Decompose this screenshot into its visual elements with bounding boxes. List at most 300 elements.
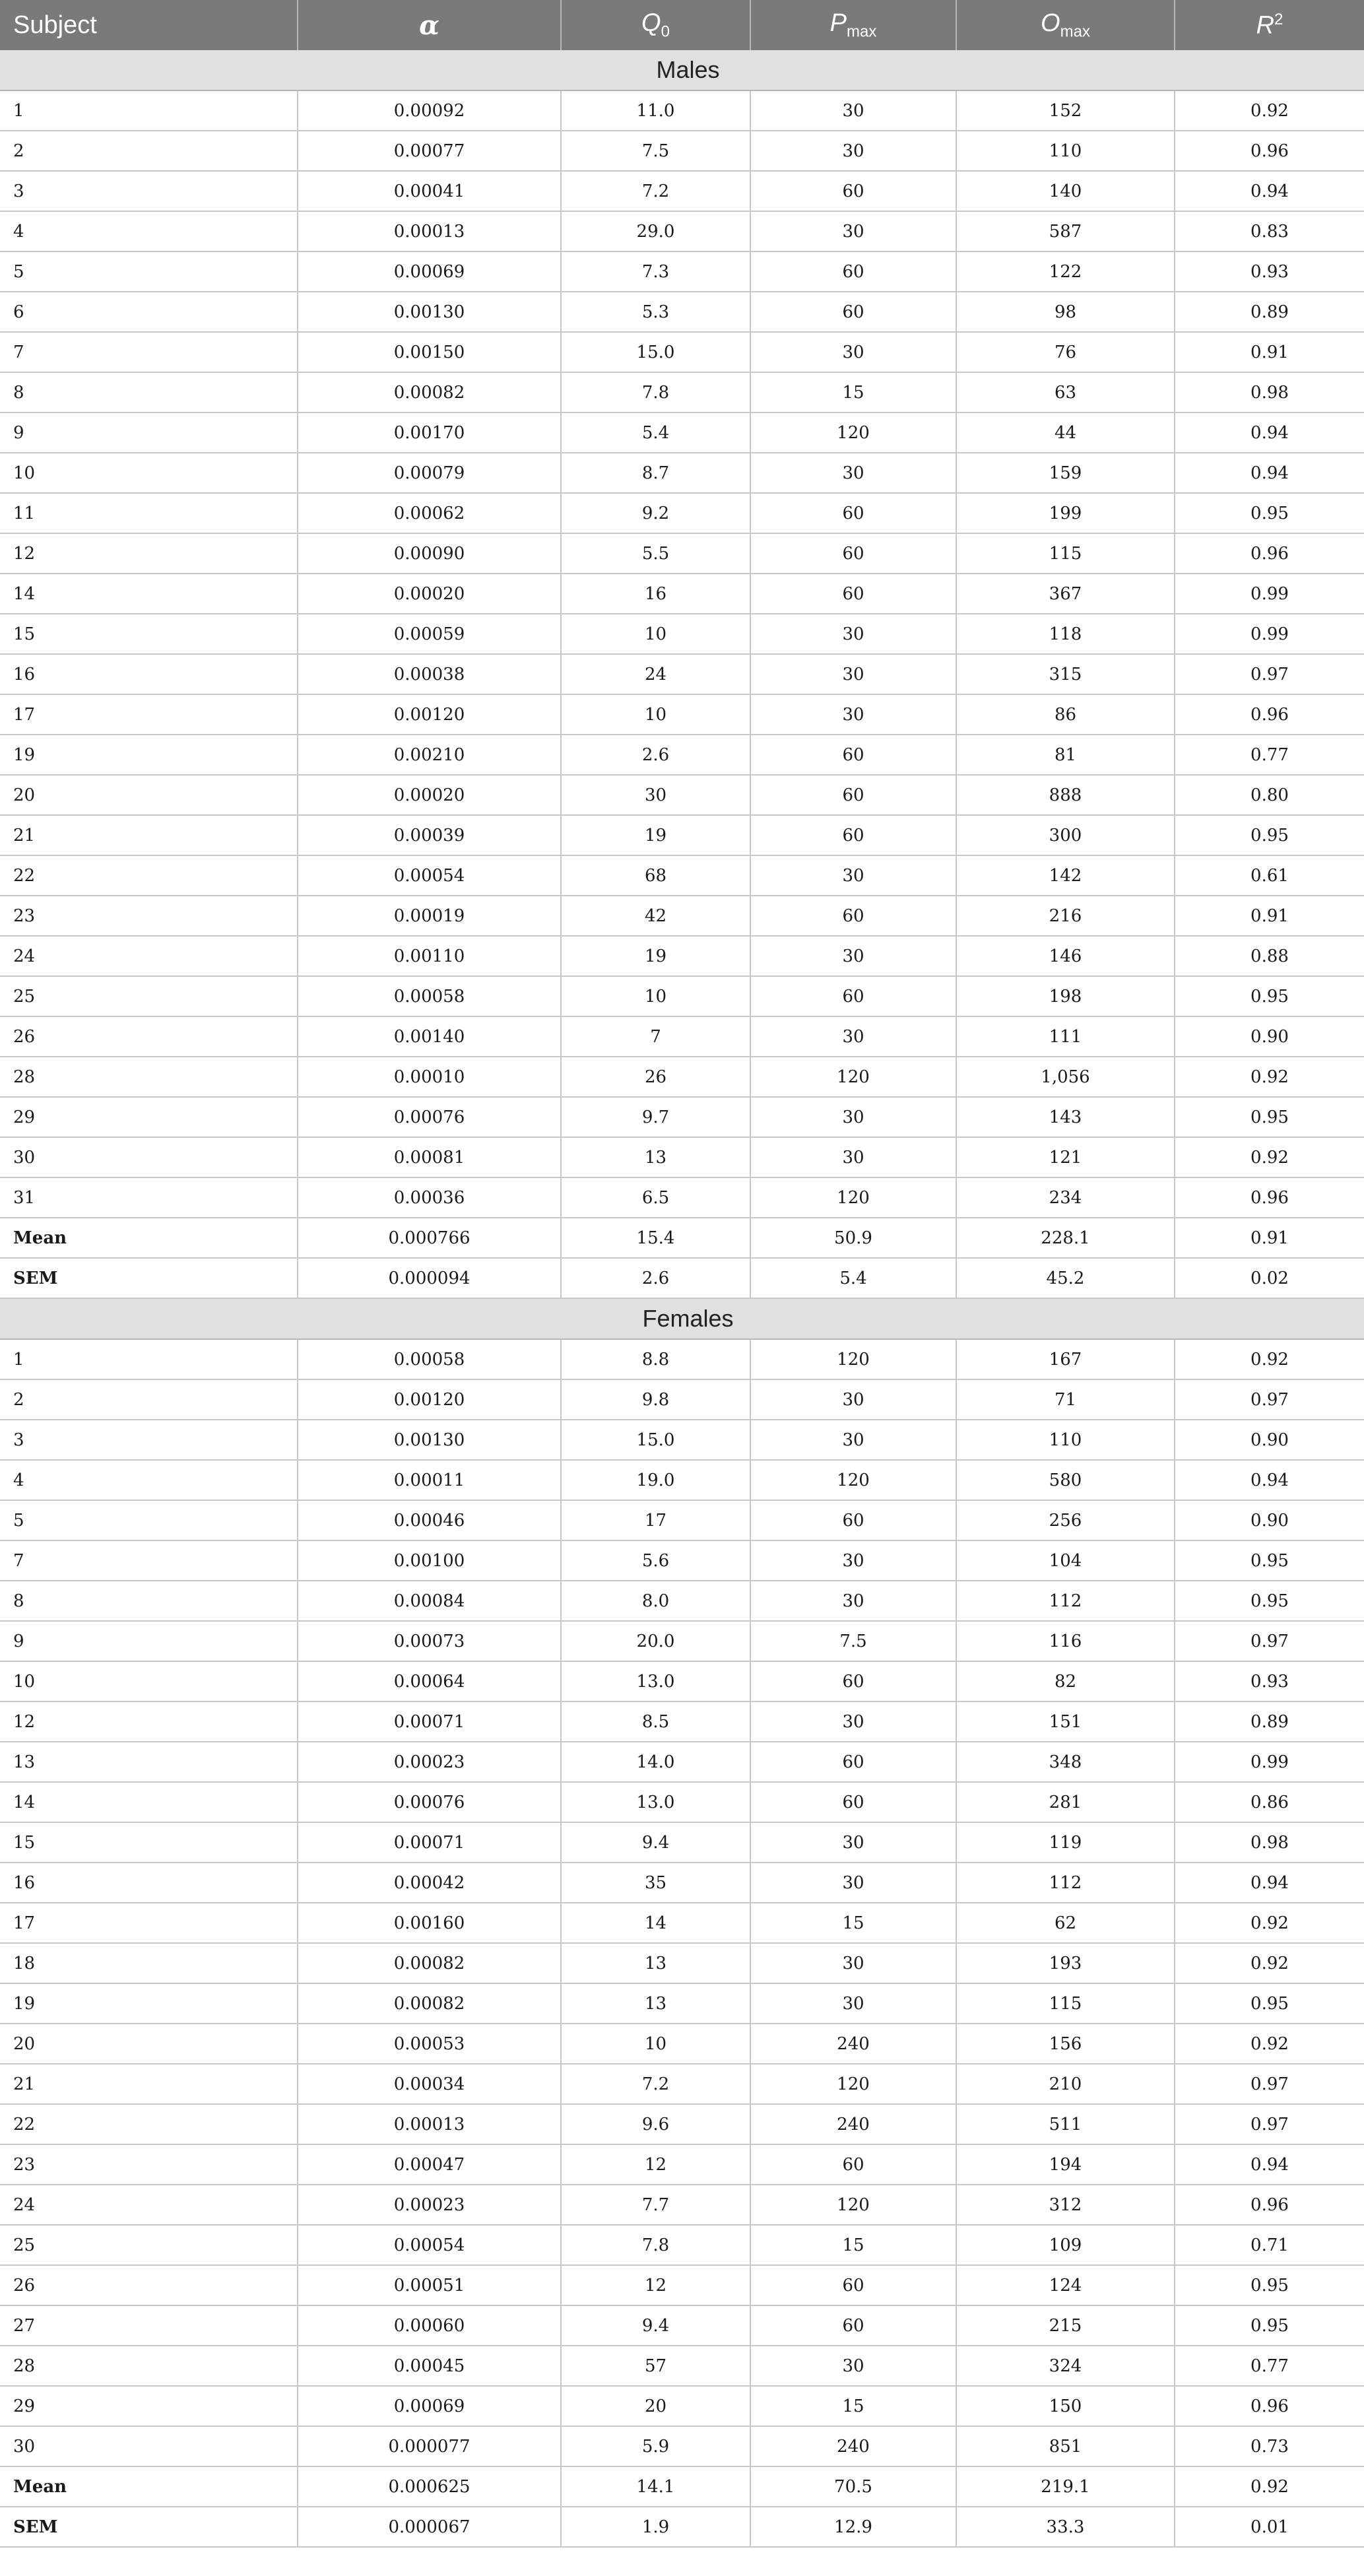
cell-q0: 8.0 — [561, 1581, 750, 1621]
cell-omax: 76 — [956, 332, 1175, 372]
cell-r2: 0.71 — [1175, 2225, 1364, 2265]
cell-r2: 0.90 — [1175, 1016, 1364, 1057]
cell-q0: 2.6 — [561, 735, 750, 775]
cell-subject: 25 — [0, 2225, 298, 2265]
cell-subject: 9 — [0, 413, 298, 453]
cell-pmax: 30 — [750, 211, 956, 251]
cell-subject: Mean — [0, 2466, 298, 2507]
cell-alpha: 0.00059 — [298, 614, 561, 654]
cell-r2: 0.95 — [1175, 493, 1364, 533]
cell-omax: 312 — [956, 2185, 1175, 2225]
cell-pmax: 60 — [750, 1661, 956, 1701]
cell-subject: 11 — [0, 493, 298, 533]
cell-alpha: 0.000094 — [298, 1258, 561, 1298]
cell-q0: 7.5 — [561, 131, 750, 171]
cell-subject: 31 — [0, 1177, 298, 1218]
table-row — [0, 1903, 1364, 1943]
section-label: Males — [0, 50, 1364, 90]
cell-r2: 0.91 — [1175, 896, 1364, 936]
cell-q0: 7.7 — [561, 2185, 750, 2225]
cell-pmax: 60 — [750, 2305, 956, 2346]
cell-subject: 28 — [0, 1057, 298, 1097]
cell-q0: 14.0 — [561, 1742, 750, 1782]
summary-row — [0, 1258, 1364, 1298]
cell-alpha: 0.00076 — [298, 1782, 561, 1822]
cell-omax: 256 — [956, 1500, 1175, 1540]
cell-pmax: 30 — [750, 654, 956, 694]
cell-q0: 19.0 — [561, 1460, 750, 1500]
cell-pmax: 30 — [750, 1983, 956, 2024]
cell-r2: 0.95 — [1175, 815, 1364, 855]
header-omax: $O_{max}$ — [956, 0, 1175, 50]
table-row — [0, 654, 1364, 694]
cell-omax: 228.1 — [956, 1218, 1175, 1258]
cell-q0: 10 — [561, 614, 750, 654]
cell-omax: 851 — [956, 2426, 1175, 2466]
section-label: Females — [0, 1298, 1364, 1339]
cell-pmax: 240 — [750, 2426, 956, 2466]
cell-pmax: 60 — [750, 1782, 956, 1822]
cell-q0: 5.4 — [561, 413, 750, 453]
cell-r2: 0.92 — [1175, 1057, 1364, 1097]
cell-pmax: 12.9 — [750, 2507, 956, 2547]
cell-q0: 7 — [561, 1016, 750, 1057]
table-row — [0, 1460, 1364, 1500]
cell-subject: 19 — [0, 1983, 298, 2024]
cell-pmax: 30 — [750, 1822, 956, 1863]
cell-r2: 0.99 — [1175, 574, 1364, 614]
header-subject: Subject — [0, 0, 298, 50]
table-row — [0, 2305, 1364, 2346]
cell-r2: 0.96 — [1175, 131, 1364, 171]
cell-q0: 5.9 — [561, 2426, 750, 2466]
cell-r2: 0.92 — [1175, 2024, 1364, 2064]
cell-omax: 63 — [956, 372, 1175, 413]
cell-alpha: 0.00064 — [298, 1661, 561, 1701]
cell-omax: 348 — [956, 1742, 1175, 1782]
cell-q0: 17 — [561, 1500, 750, 1540]
cell-r2: 0.01 — [1175, 2507, 1364, 2547]
cell-alpha: 0.00023 — [298, 1742, 561, 1782]
cell-alpha: 0.00042 — [298, 1863, 561, 1903]
cell-subject: 4 — [0, 1460, 298, 1500]
cell-subject: 3 — [0, 1420, 298, 1460]
cell-subject: 16 — [0, 1863, 298, 1903]
cell-q0: 13 — [561, 1983, 750, 2024]
cell-r2: 0.93 — [1175, 251, 1364, 292]
table-row — [0, 2104, 1364, 2144]
cell-alpha: 0.000077 — [298, 2426, 561, 2466]
cell-q0: 10 — [561, 2024, 750, 2064]
cell-r2: 0.80 — [1175, 775, 1364, 815]
table-row — [0, 211, 1364, 251]
cell-omax: 580 — [956, 1460, 1175, 1500]
cell-r2: 0.96 — [1175, 533, 1364, 574]
cell-subject: 12 — [0, 1701, 298, 1742]
cell-subject: 29 — [0, 1097, 298, 1137]
table-row — [0, 1420, 1364, 1460]
cell-r2: 0.92 — [1175, 1943, 1364, 1983]
cell-alpha: 0.00062 — [298, 493, 561, 533]
cell-omax: 315 — [956, 654, 1175, 694]
cell-r2: 0.90 — [1175, 1420, 1364, 1460]
cell-alpha: 0.00082 — [298, 1983, 561, 2024]
cell-pmax: 15 — [750, 2386, 956, 2426]
cell-q0: 8.5 — [561, 1701, 750, 1742]
cell-subject: 15 — [0, 1822, 298, 1863]
cell-alpha: 0.00069 — [298, 2386, 561, 2426]
cell-pmax: 120 — [750, 2064, 956, 2104]
table-row — [0, 2386, 1364, 2426]
cell-r2: 0.89 — [1175, 1701, 1364, 1742]
table-row — [0, 372, 1364, 413]
section-row — [0, 1298, 1364, 1339]
cell-subject: 9 — [0, 1621, 298, 1661]
cell-omax: 143 — [956, 1097, 1175, 1137]
cell-omax: 198 — [956, 976, 1175, 1016]
cell-alpha: 0.00150 — [298, 332, 561, 372]
cell-omax: 888 — [956, 775, 1175, 815]
cell-alpha: 0.00036 — [298, 1177, 561, 1218]
cell-omax: 124 — [956, 2265, 1175, 2305]
table-row — [0, 1016, 1364, 1057]
cell-subject: 17 — [0, 1903, 298, 1943]
cell-alpha: 0.00120 — [298, 1379, 561, 1420]
cell-pmax: 30 — [750, 1097, 956, 1137]
cell-q0: 20.0 — [561, 1621, 750, 1661]
table-row — [0, 1177, 1364, 1218]
table-row — [0, 493, 1364, 533]
cell-r2: 0.94 — [1175, 1863, 1364, 1903]
cell-pmax: 30 — [750, 2346, 956, 2386]
cell-q0: 9.8 — [561, 1379, 750, 1420]
cell-q0: 1.9 — [561, 2507, 750, 2547]
table-row — [0, 251, 1364, 292]
table-row — [0, 453, 1364, 493]
table-row — [0, 1339, 1364, 1379]
cell-subject: 14 — [0, 1782, 298, 1822]
cell-pmax: 120 — [750, 1339, 956, 1379]
cell-r2: 0.94 — [1175, 413, 1364, 453]
table-row — [0, 1379, 1364, 1420]
table-row — [0, 2265, 1364, 2305]
cell-omax: 109 — [956, 2225, 1175, 2265]
cell-omax: 110 — [956, 131, 1175, 171]
cell-r2: 0.83 — [1175, 211, 1364, 251]
table-row — [0, 1097, 1364, 1137]
cell-alpha: 0.00110 — [298, 936, 561, 976]
cell-q0: 14 — [561, 1903, 750, 1943]
cell-r2: 0.86 — [1175, 1782, 1364, 1822]
cell-pmax: 70.5 — [750, 2466, 956, 2507]
cell-q0: 30 — [561, 775, 750, 815]
cell-q0: 26 — [561, 1057, 750, 1097]
cell-subject: 7 — [0, 332, 298, 372]
cell-subject: 14 — [0, 574, 298, 614]
cell-q0: 7.2 — [561, 171, 750, 211]
cell-omax: 210 — [956, 2064, 1175, 2104]
cell-r2: 0.98 — [1175, 1822, 1364, 1863]
cell-pmax: 60 — [750, 574, 956, 614]
header-pmax: $P_{max}$ — [750, 0, 956, 50]
table-row — [0, 2426, 1364, 2466]
cell-alpha: 0.00023 — [298, 2185, 561, 2225]
cell-pmax: 30 — [750, 1581, 956, 1621]
cell-alpha: 0.00020 — [298, 775, 561, 815]
table-body — [0, 50, 1364, 2547]
cell-subject: 23 — [0, 2144, 298, 2185]
cell-pmax: 30 — [750, 855, 956, 896]
cell-omax: 146 — [956, 936, 1175, 976]
cell-subject: 19 — [0, 735, 298, 775]
cell-subject: 21 — [0, 2064, 298, 2104]
cell-omax: 33.3 — [956, 2507, 1175, 2547]
table-row — [0, 1943, 1364, 1983]
table-row — [0, 2225, 1364, 2265]
cell-pmax: 15 — [750, 2225, 956, 2265]
cell-alpha: 0.00120 — [298, 694, 561, 735]
cell-alpha: 0.00073 — [298, 1621, 561, 1661]
cell-alpha: 0.00051 — [298, 2265, 561, 2305]
cell-pmax: 15 — [750, 1903, 956, 1943]
cell-r2: 0.97 — [1175, 2104, 1364, 2144]
cell-subject: 15 — [0, 614, 298, 654]
cell-q0: 7.8 — [561, 2225, 750, 2265]
cell-subject: 28 — [0, 2346, 298, 2386]
cell-r2: 0.94 — [1175, 1460, 1364, 1500]
cell-r2: 0.97 — [1175, 2064, 1364, 2104]
table-row — [0, 1661, 1364, 1701]
cell-alpha: 0.00020 — [298, 574, 561, 614]
cell-omax: 140 — [956, 171, 1175, 211]
cell-alpha: 0.00046 — [298, 1500, 561, 1540]
table-row — [0, 2185, 1364, 2225]
cell-pmax: 50.9 — [750, 1218, 956, 1258]
cell-q0: 20 — [561, 2386, 750, 2426]
cell-q0: 42 — [561, 896, 750, 936]
cell-alpha: 0.00076 — [298, 1097, 561, 1137]
cell-r2: 0.90 — [1175, 1500, 1364, 1540]
cell-pmax: 60 — [750, 1500, 956, 1540]
header-r2: $R^2$ — [1175, 0, 1364, 50]
cell-pmax: 60 — [750, 533, 956, 574]
table-row — [0, 976, 1364, 1016]
cell-r2: 0.77 — [1175, 735, 1364, 775]
cell-pmax: 240 — [750, 2104, 956, 2144]
cell-r2: 0.94 — [1175, 171, 1364, 211]
table-row — [0, 735, 1364, 775]
cell-subject: 26 — [0, 1016, 298, 1057]
table-row — [0, 1742, 1364, 1782]
cell-q0: 5.5 — [561, 533, 750, 574]
cell-r2: 0.95 — [1175, 1097, 1364, 1137]
cell-r2: 0.95 — [1175, 976, 1364, 1016]
cell-subject: 4 — [0, 211, 298, 251]
cell-omax: 86 — [956, 694, 1175, 735]
cell-q0: 13.0 — [561, 1661, 750, 1701]
cell-q0: 16 — [561, 574, 750, 614]
cell-omax: 44 — [956, 413, 1175, 453]
cell-alpha: 0.00053 — [298, 2024, 561, 2064]
cell-alpha: 0.00019 — [298, 896, 561, 936]
cell-omax: 115 — [956, 533, 1175, 574]
cell-alpha: 0.00054 — [298, 2225, 561, 2265]
cell-q0: 2.6 — [561, 1258, 750, 1298]
cell-subject: 5 — [0, 251, 298, 292]
cell-subject: 7 — [0, 1540, 298, 1581]
cell-r2: 0.97 — [1175, 1379, 1364, 1420]
table-row — [0, 1621, 1364, 1661]
cell-alpha: 0.00058 — [298, 1339, 561, 1379]
cell-q0: 15.0 — [561, 1420, 750, 1460]
cell-subject: 21 — [0, 815, 298, 855]
cell-pmax: 30 — [750, 332, 956, 372]
cell-r2: 0.95 — [1175, 2305, 1364, 2346]
cell-omax: 194 — [956, 2144, 1175, 2185]
cell-q0: 10 — [561, 694, 750, 735]
cell-omax: 142 — [956, 855, 1175, 896]
cell-pmax: 30 — [750, 694, 956, 735]
cell-omax: 111 — [956, 1016, 1175, 1057]
cell-q0: 12 — [561, 2144, 750, 2185]
cell-pmax: 7.5 — [750, 1621, 956, 1661]
cell-pmax: 30 — [750, 131, 956, 171]
cell-omax: 112 — [956, 1581, 1175, 1621]
cell-omax: 119 — [956, 1822, 1175, 1863]
cell-omax: 150 — [956, 2386, 1175, 2426]
cell-alpha: 0.00100 — [298, 1540, 561, 1581]
table-row — [0, 2346, 1364, 2386]
table-row — [0, 775, 1364, 815]
cell-q0: 9.6 — [561, 2104, 750, 2144]
cell-q0: 9.2 — [561, 493, 750, 533]
cell-omax: 62 — [956, 1903, 1175, 1943]
table-row — [0, 1581, 1364, 1621]
cell-alpha: 0.00011 — [298, 1460, 561, 1500]
cell-q0: 13.0 — [561, 1782, 750, 1822]
cell-q0: 35 — [561, 1863, 750, 1903]
cell-q0: 6.5 — [561, 1177, 750, 1218]
cell-pmax: 60 — [750, 292, 956, 332]
cell-q0: 8.8 — [561, 1339, 750, 1379]
section-row — [0, 50, 1364, 90]
cell-alpha: 0.00210 — [298, 735, 561, 775]
cell-subject: 13 — [0, 1742, 298, 1782]
table-row — [0, 855, 1364, 896]
cell-omax: 104 — [956, 1540, 1175, 1581]
cell-alpha: 0.00082 — [298, 372, 561, 413]
cell-pmax: 30 — [750, 1379, 956, 1420]
cell-r2: 0.88 — [1175, 936, 1364, 976]
cell-q0: 5.3 — [561, 292, 750, 332]
table-row — [0, 1701, 1364, 1742]
cell-pmax: 120 — [750, 1460, 956, 1500]
cell-subject: 3 — [0, 171, 298, 211]
cell-q0: 12 — [561, 2265, 750, 2305]
cell-omax: 115 — [956, 1983, 1175, 2024]
cell-q0: 29.0 — [561, 211, 750, 251]
cell-r2: 0.98 — [1175, 372, 1364, 413]
cell-r2: 0.89 — [1175, 292, 1364, 332]
table-row — [0, 90, 1364, 131]
cell-subject: 25 — [0, 976, 298, 1016]
cell-omax: 587 — [956, 211, 1175, 251]
cell-alpha: 0.00010 — [298, 1057, 561, 1097]
cell-pmax: 60 — [750, 251, 956, 292]
cell-q0: 9.7 — [561, 1097, 750, 1137]
table-header — [0, 0, 1364, 50]
table-row — [0, 896, 1364, 936]
cell-subject: 12 — [0, 533, 298, 574]
cell-alpha: 0.00082 — [298, 1943, 561, 1983]
cell-pmax: 30 — [750, 936, 956, 976]
cell-pmax: 15 — [750, 372, 956, 413]
cell-pmax: 120 — [750, 1057, 956, 1097]
cell-alpha: 0.00077 — [298, 131, 561, 171]
table-row — [0, 533, 1364, 574]
cell-alpha: 0.00130 — [298, 1420, 561, 1460]
cell-omax: 116 — [956, 1621, 1175, 1661]
cell-q0: 24 — [561, 654, 750, 694]
cell-subject: 23 — [0, 896, 298, 936]
cell-pmax: 30 — [750, 1420, 956, 1460]
cell-pmax: 30 — [750, 1863, 956, 1903]
cell-r2: 0.97 — [1175, 654, 1364, 694]
cell-omax: 1,056 — [956, 1057, 1175, 1097]
cell-r2: 0.95 — [1175, 1983, 1364, 2024]
cell-pmax: 120 — [750, 413, 956, 453]
cell-subject: 24 — [0, 936, 298, 976]
cell-omax: 216 — [956, 896, 1175, 936]
cell-q0: 68 — [561, 855, 750, 896]
cell-r2: 0.92 — [1175, 1137, 1364, 1177]
table-row — [0, 2024, 1364, 2064]
cell-pmax: 30 — [750, 1701, 956, 1742]
cell-omax: 81 — [956, 735, 1175, 775]
cell-q0: 19 — [561, 936, 750, 976]
cell-subject: SEM — [0, 1258, 298, 1298]
cell-subject: 22 — [0, 855, 298, 896]
cell-r2: 0.97 — [1175, 1621, 1364, 1661]
cell-pmax: 240 — [750, 2024, 956, 2064]
cell-alpha: 0.00054 — [298, 855, 561, 896]
cell-alpha: 0.00084 — [298, 1581, 561, 1621]
cell-r2: 0.61 — [1175, 855, 1364, 896]
cell-r2: 0.91 — [1175, 1218, 1364, 1258]
table-row — [0, 1983, 1364, 2024]
table-row — [0, 1863, 1364, 1903]
cell-pmax: 60 — [750, 735, 956, 775]
cell-pmax: 30 — [750, 1943, 956, 1983]
cell-omax: 98 — [956, 292, 1175, 332]
cell-subject: 8 — [0, 1581, 298, 1621]
cell-pmax: 60 — [750, 976, 956, 1016]
cell-q0: 7.2 — [561, 2064, 750, 2104]
cell-subject: SEM — [0, 2507, 298, 2547]
cell-subject: 17 — [0, 694, 298, 735]
cell-q0: 7.8 — [561, 372, 750, 413]
cell-subject: 27 — [0, 2305, 298, 2346]
cell-subject: 26 — [0, 2265, 298, 2305]
cell-pmax: 30 — [750, 1540, 956, 1581]
cell-omax: 156 — [956, 2024, 1175, 2064]
cell-pmax: 120 — [750, 1177, 956, 1218]
table-row — [0, 171, 1364, 211]
cell-alpha: 0.00034 — [298, 2064, 561, 2104]
cell-pmax: 60 — [750, 896, 956, 936]
cell-r2: 0.94 — [1175, 2144, 1364, 2185]
header-q0: $Q_0$ — [561, 0, 750, 50]
